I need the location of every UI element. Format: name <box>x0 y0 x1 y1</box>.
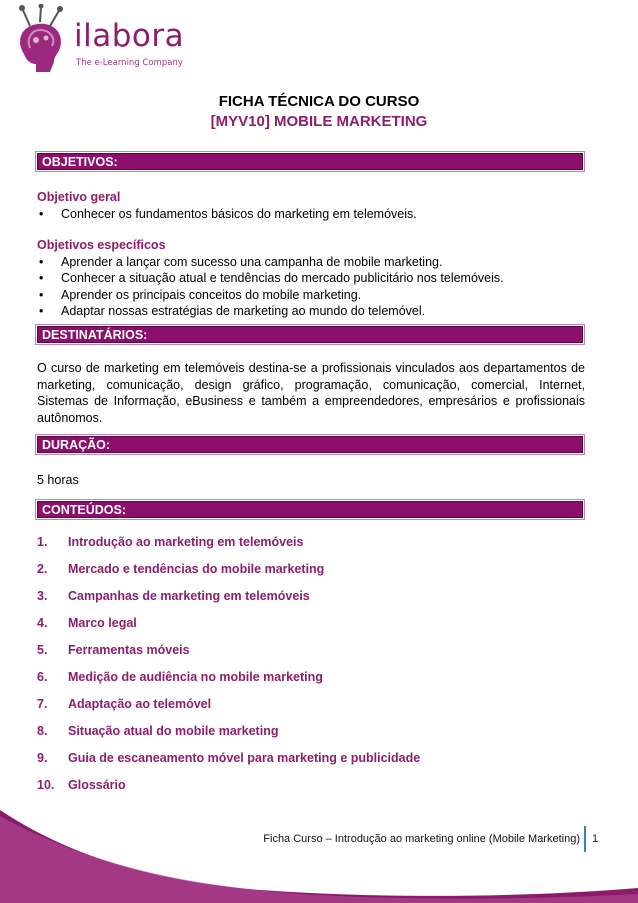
toc-item <box>37 670 323 684</box>
toc-label: Situação atual do mobile marketing <box>68 724 279 738</box>
course-title: [MYV10] MOBILE MARKETING <box>210 113 428 130</box>
toc-label: Campanhas de marketing em telemóveis <box>68 589 310 603</box>
toc-number: 4. <box>37 616 48 630</box>
toc-number: 1. <box>37 535 48 549</box>
logo-tagline: The e-Learning Company <box>76 58 183 68</box>
toc-item <box>37 778 126 792</box>
toc-label: Glossário <box>68 778 126 792</box>
list-item: • Conhecer a situação atual e tendências do mercado publicitário nos telemóveis. <box>37 270 585 287</box>
footer-text: Ficha Curso – Introdução ao marketing online (Mobile Marketing) <box>263 833 580 845</box>
toc-number: 9. <box>37 751 48 765</box>
toc-number: 6. <box>37 670 48 684</box>
objetivos-especificos-label: Objetivos específicos <box>37 238 166 252</box>
toc-label: Mercado e tendências do mobile marketing <box>68 562 325 576</box>
destinatarios-text: O curso de marketing em telemóveis destina-se a profissionais vinculados aos departamentos de marketing, comunicação, design gráfico, programação, comunicação, comercial, Internet, Sistemas de Informação, eBusiness e também a empreendedores, empresários e profissionais autônomos. <box>37 361 585 425</box>
toc-number: 5. <box>37 643 48 657</box>
duracao-text: 5 horas <box>37 473 79 487</box>
toc-label: Medição de audiência no mobile marketing <box>68 670 323 684</box>
page-number: 1 <box>592 833 599 845</box>
head-logo-icon <box>10 4 72 76</box>
toc-label: Marco legal <box>68 616 137 630</box>
list-item: • Adaptar nossas estratégias de marketing ao mundo do telemóvel. <box>37 303 585 320</box>
toc-item <box>37 535 304 549</box>
document-title: FICHA TÉCNICA DO CURSO <box>218 93 420 110</box>
toc-number: 7. <box>37 697 48 711</box>
list-item: • Conhecer os fundamentos básicos do marketing em telemóveis. <box>37 206 585 223</box>
toc-item <box>37 589 310 603</box>
objetivo-geral-list <box>37 206 585 223</box>
toc-number: 2. <box>37 562 48 576</box>
footer-swoosh <box>0 810 638 903</box>
section-header-duracao: DURAÇÃO: <box>37 436 583 453</box>
toc-item <box>37 562 324 576</box>
logo-wordmark: ilabora <box>74 18 185 54</box>
section-header-destinatarios: DESTINATÁRIOS: <box>37 326 583 343</box>
toc-item <box>37 643 190 657</box>
ilabora-logo <box>10 4 210 76</box>
toc-number: 8. <box>37 724 48 738</box>
toc-item <box>37 724 278 738</box>
footer-divider <box>584 826 586 852</box>
section-header-conteudos: CONTEÚDOS: <box>37 501 583 518</box>
toc-number: 10. <box>37 778 55 792</box>
toc-label: Introdução ao marketing em telemóveis <box>68 535 304 549</box>
list-item: • Aprender os principais conceitos do mobile marketing. <box>37 287 585 304</box>
toc-label: Ferramentas móveis <box>68 643 190 657</box>
toc-number: 3. <box>37 589 48 603</box>
objetivos-section <box>37 189 585 320</box>
toc-label: Adaptação ao telemóvel <box>68 697 212 711</box>
toc-item <box>37 751 420 765</box>
objetivos-especificos-list <box>37 254 585 320</box>
list-item: • Aprender a lançar com sucesso una campanha de mobile marketing. <box>37 254 585 271</box>
toc-item <box>37 697 211 711</box>
toc-label: Guia de escaneamento móvel para marketing e publicidade <box>68 751 421 765</box>
objetivo-geral-label: Objetivo geral <box>37 190 121 204</box>
section-header-objetivos: OBJETIVOS: <box>37 153 583 170</box>
toc-item <box>37 616 137 630</box>
